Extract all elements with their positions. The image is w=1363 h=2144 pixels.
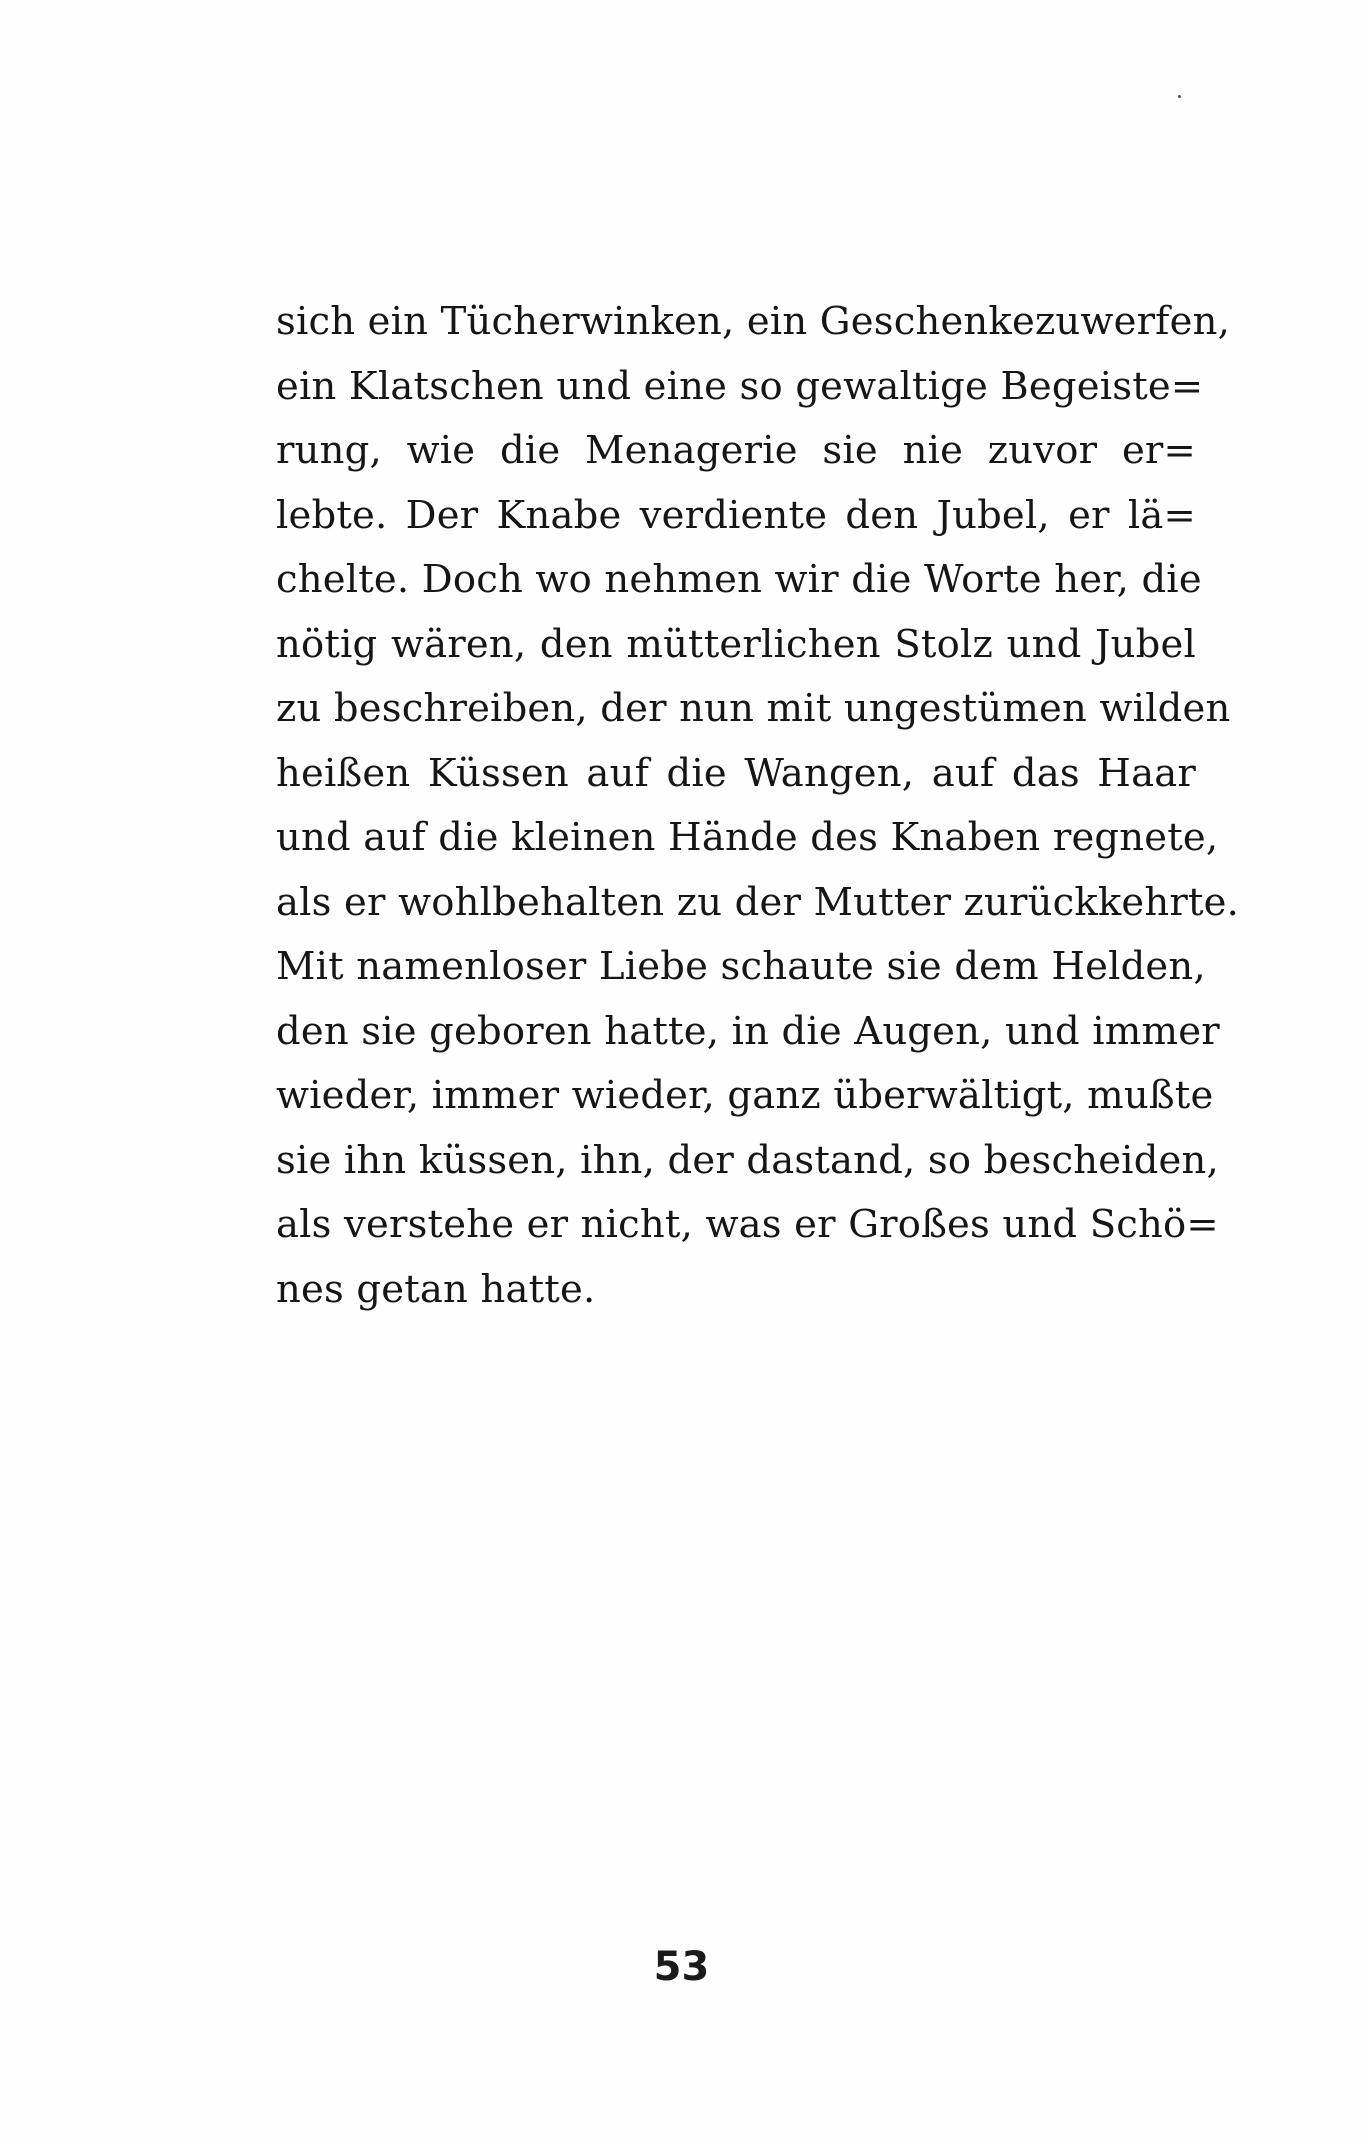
- text-line: sich ein Tücherwinken, ein Geschenkezuwerfen,: [276, 299, 1231, 344]
- text-line: ein Klatschen und eine so gewaltige Begeiste=: [276, 363, 1204, 409]
- page-number: 53: [653, 1944, 710, 1990]
- text-line: chelte. Doch wo nehmen wir die Worte her, die: [276, 557, 1202, 602]
- text-line: Mit namenloser Liebe schaute sie dem Helden,: [276, 944, 1206, 989]
- text-line: nes getan hatte.: [276, 1266, 596, 1312]
- text-line: lebte. Der Knabe verdiente den Jubel, er lä=: [276, 492, 1196, 538]
- text-line: sie ihn küssen, ihn, der dastand, so bescheiden,: [276, 1137, 1219, 1183]
- text-line: heißen Küssen auf die Wangen, auf das Haar: [276, 750, 1196, 796]
- text-line: nötig wären, den mütterlichen Stolz und Jubel: [276, 621, 1196, 667]
- text-line: zu beschreiben, der nun mit ungestümen wilden: [276, 686, 1231, 731]
- text-line: als verstehe er nicht, was er Großes und Schö=: [276, 1202, 1219, 1247]
- text-line: und auf die kleinen Hände des Knaben regnete,: [276, 815, 1219, 860]
- text-line: wieder, immer wieder, ganz überwältigt, mußte: [276, 1073, 1214, 1118]
- text-line: als er wohlbehalten zu der Mutter zurückkehrte.: [276, 879, 1240, 925]
- paper-speck: [1178, 95, 1181, 98]
- body-text: [276, 290, 1240, 1322]
- text-line: den sie geboren hatte, in die Augen, und immer: [276, 1008, 1220, 1054]
- text-line: rung, wie die Menagerie sie nie zuvor er=: [276, 428, 1196, 473]
